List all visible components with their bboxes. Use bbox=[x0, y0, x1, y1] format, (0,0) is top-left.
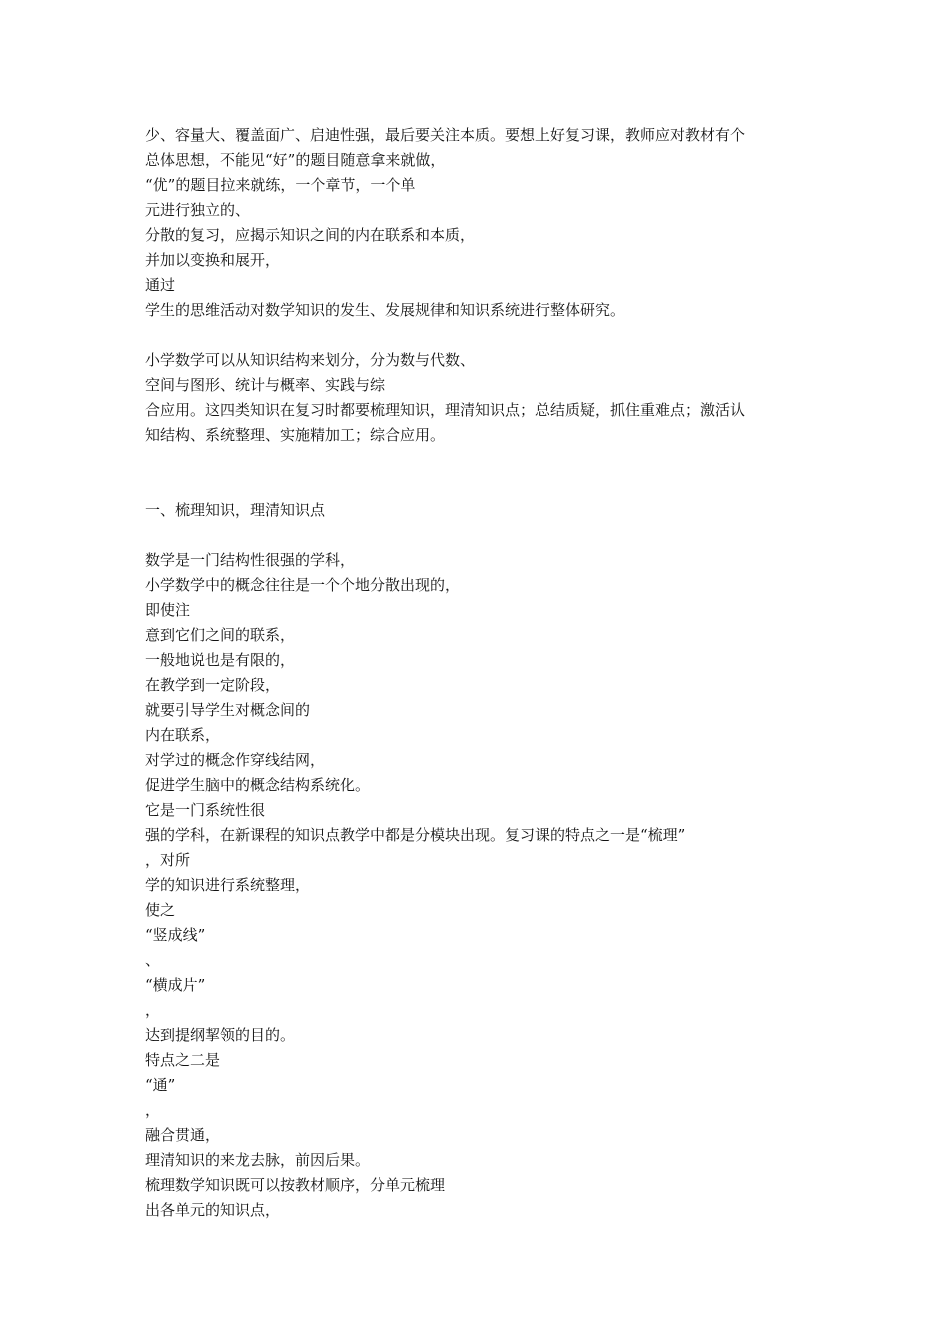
text-line: 即使注 bbox=[145, 601, 191, 619]
text-line: “竖成线” bbox=[145, 926, 206, 944]
text-line: “优”的题目拉来就练，一个章节，一个单 bbox=[145, 176, 416, 194]
document-body bbox=[145, 123, 820, 1223]
text-line: 小学数学可以从知识结构来划分，分为数与代数、 bbox=[145, 351, 476, 369]
text-line: 理清知识的来龙去脉，前因后果。 bbox=[145, 1151, 371, 1169]
text-line: 、 bbox=[145, 951, 161, 969]
text-line: 内在联系， bbox=[145, 726, 221, 744]
text-line: “通” bbox=[145, 1076, 176, 1094]
text-line: 它是一门系统性很 bbox=[145, 801, 266, 819]
text-line: 空间与图形、统计与概率、实践与综 bbox=[145, 376, 386, 394]
text-line: 学的知识进行系统整理， bbox=[145, 876, 311, 894]
text-line: 数学是一门结构性很强的学科， bbox=[145, 551, 356, 569]
text-line: 一般地说也是有限的， bbox=[145, 651, 296, 669]
text-line: 就要引导学生对概念间的 bbox=[145, 701, 311, 719]
text-line: 总体思想，不能见“好”的题目随意拿来就做， bbox=[145, 151, 446, 169]
text-line: ， bbox=[145, 1001, 161, 1019]
text-line: 融合贯通， bbox=[145, 1126, 221, 1144]
text-line: 使之 bbox=[145, 901, 176, 919]
paragraph-spacer bbox=[145, 323, 820, 348]
text-line: 强的学科，在新课程的知识点教学中都是分模块出现。复习课的特点之一是“梳理” bbox=[145, 826, 686, 844]
text-line: 分散的复习，应揭示知识之间的内在联系和本质， bbox=[145, 226, 476, 244]
paragraph-intro bbox=[145, 123, 820, 323]
text-line: 元进行独立的、 bbox=[145, 201, 251, 219]
text-line: 学生的思维活动对数学知识的发生、发展规律和知识系统进行整体研究。 bbox=[145, 301, 626, 319]
paragraph-section-body bbox=[145, 548, 820, 1223]
text-line: ， bbox=[145, 1101, 161, 1119]
text-line: 小学数学中的概念往往是一个个地分散出现的， bbox=[145, 576, 461, 594]
text-line: 合应用。这四类知识在复习时都要梳理知识，理清知识点；总结质疑，抓住重难点；激活认 bbox=[145, 401, 746, 419]
paragraph-spacer bbox=[145, 448, 820, 498]
text-line: “横成片” bbox=[145, 976, 206, 994]
paragraph-spacer bbox=[145, 523, 820, 548]
text-line: 达到提纲挈领的目的。 bbox=[145, 1026, 296, 1044]
text-line: ，对所 bbox=[145, 851, 191, 869]
section-heading: 一、梳理知识，理清知识点 bbox=[145, 501, 326, 519]
text-line: 促进学生脑中的概念结构系统化。 bbox=[145, 776, 371, 794]
text-line: 对学过的概念作穿线结网， bbox=[145, 751, 326, 769]
text-line: 少、容量大、覆盖面广、启迪性强，最后要关注本质。要想上好复习课，教师应对教材有个 bbox=[145, 126, 746, 144]
text-line: 梳理数学知识既可以按教材顺序，分单元梳理 bbox=[145, 1176, 446, 1194]
text-line: 在教学到一定阶段， bbox=[145, 676, 281, 694]
text-line: 通过 bbox=[145, 276, 176, 294]
text-line: 知结构、系统整理、实施精加工；综合应用。 bbox=[145, 426, 446, 444]
paragraph-knowledge-structure bbox=[145, 348, 820, 448]
text-line: 意到它们之间的联系， bbox=[145, 626, 296, 644]
text-line: 并加以变换和展开， bbox=[145, 251, 281, 269]
text-line: 出各单元的知识点， bbox=[145, 1201, 281, 1219]
text-line: 特点之二是 bbox=[145, 1051, 221, 1069]
